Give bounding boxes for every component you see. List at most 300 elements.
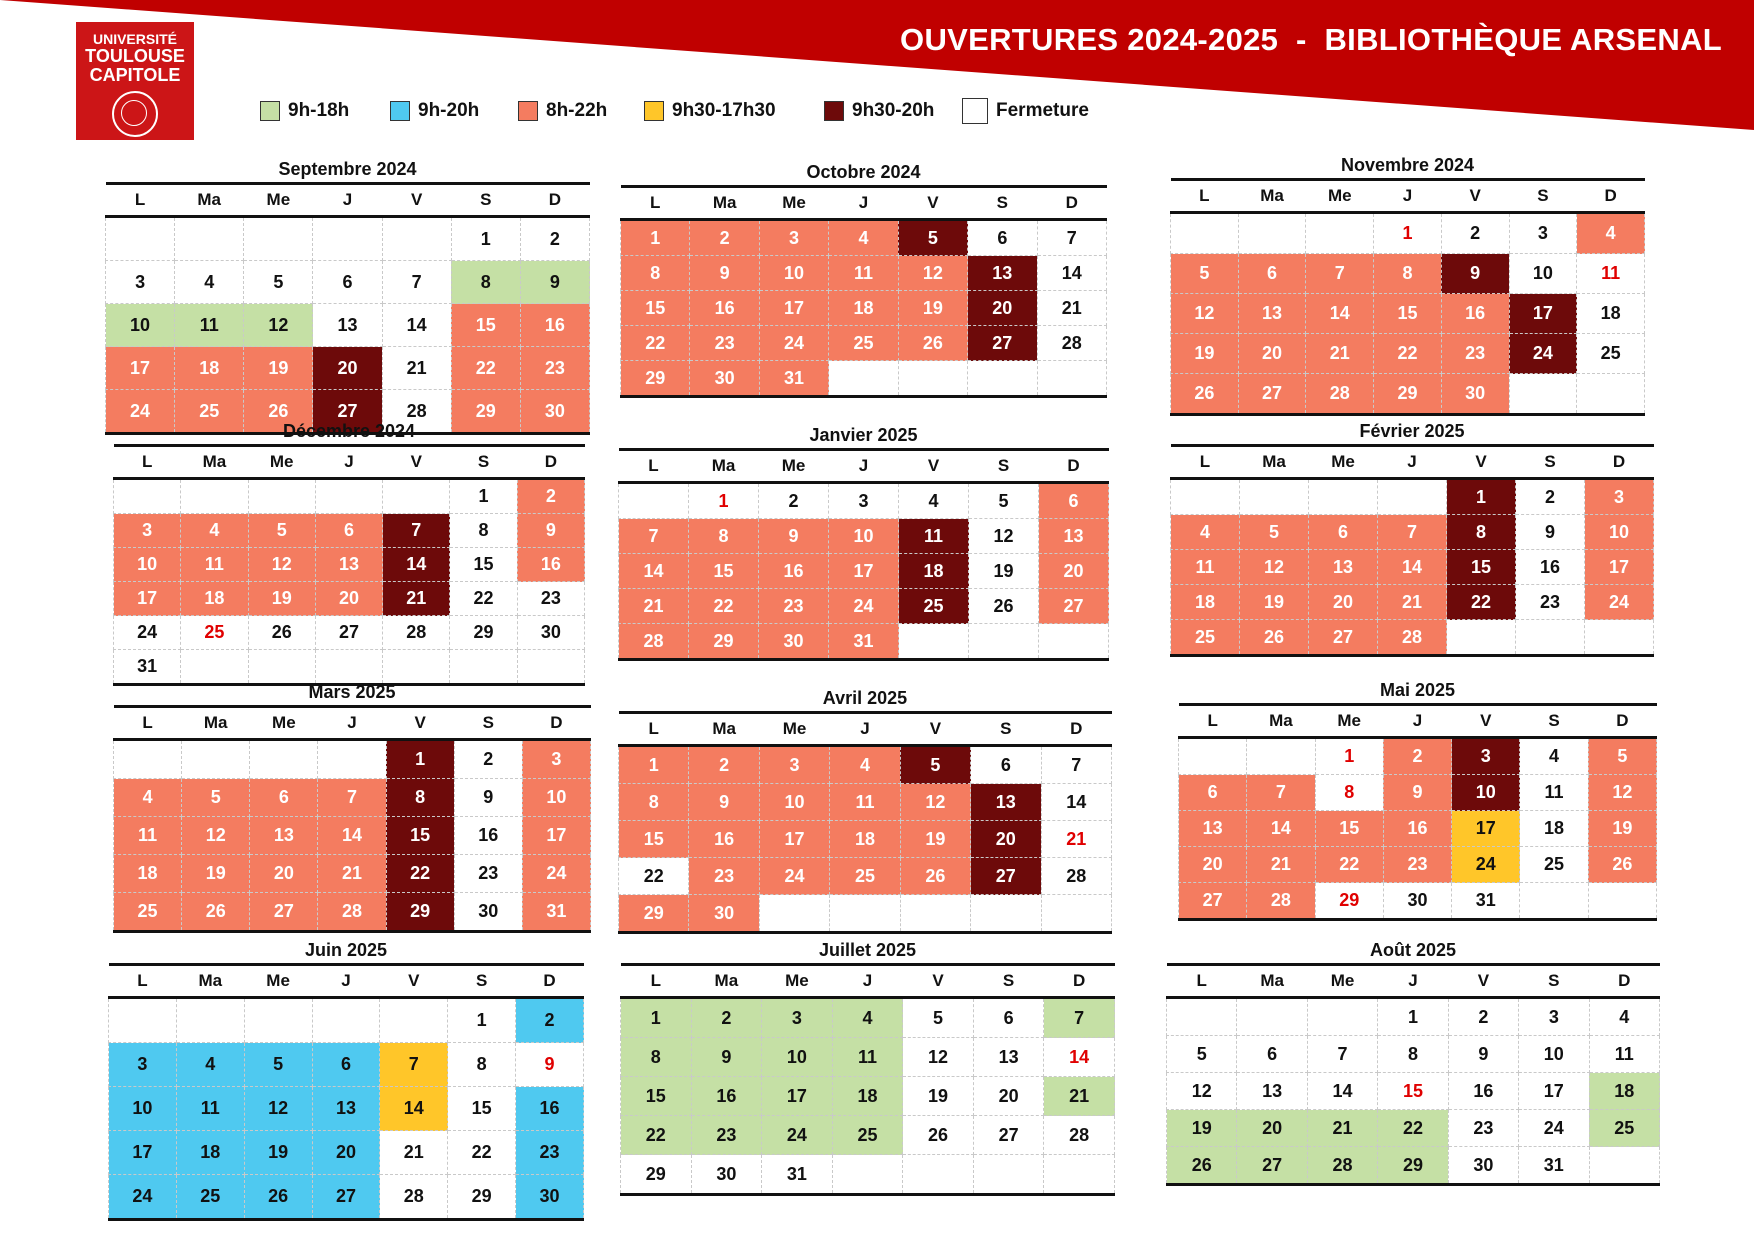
month-title: Août 2025 <box>1369 940 1457 960</box>
day-cell: 20 <box>313 347 382 390</box>
day-cell: 16 <box>1383 811 1451 847</box>
week-row <box>1167 1036 1660 1073</box>
week-row <box>619 821 1112 858</box>
day-cell: 31 <box>829 624 899 660</box>
day-cell: 15 <box>1447 550 1516 585</box>
week-row <box>106 347 590 390</box>
day-cell: 11 <box>1520 775 1588 811</box>
week-row <box>621 361 1107 397</box>
day-cell: 9 <box>520 261 589 304</box>
day-cell: 4 <box>832 998 903 1038</box>
empty-cell <box>969 624 1039 660</box>
week-row <box>619 554 1109 589</box>
week-row <box>1171 620 1654 656</box>
day-cell: 4 <box>181 514 248 548</box>
day-cell: 7 <box>619 519 689 554</box>
weekday-header: J <box>829 187 898 220</box>
day-cell: 4 <box>1520 738 1588 775</box>
week-row <box>1171 550 1654 585</box>
day-cell: 28 <box>1307 1147 1377 1185</box>
day-cell: 25 <box>175 390 244 434</box>
day-cell: 7 <box>1041 746 1111 784</box>
day-cell: 28 <box>380 1175 448 1220</box>
day-cell: 29 <box>1378 1147 1448 1185</box>
day-cell: 10 <box>829 519 899 554</box>
day-cell: 2 <box>759 483 829 519</box>
legend-item-b <box>390 98 479 124</box>
legend-swatch <box>390 101 410 121</box>
weekday-header: J <box>1374 180 1442 213</box>
day-cell: 11 <box>1577 254 1645 294</box>
day-cell: 8 <box>1374 254 1442 294</box>
day-cell: 1 <box>386 740 454 779</box>
day-cell: 13 <box>250 817 318 855</box>
day-cell: 15 <box>448 1087 516 1131</box>
month-title: Décembre 2024 <box>282 421 416 441</box>
day-cell: 19 <box>244 347 313 390</box>
month-title: Janvier 2025 <box>809 425 918 445</box>
empty-cell <box>829 361 898 397</box>
weekday-header: J <box>1378 965 1448 998</box>
day-cell: 28 <box>1041 858 1111 895</box>
weekday-header: Ma <box>175 184 244 217</box>
day-cell: 14 <box>1307 1073 1377 1110</box>
weekday-header: L <box>621 187 690 220</box>
logo-line-3: CAPITOLE <box>89 65 181 85</box>
day-cell: 19 <box>1167 1110 1237 1147</box>
week-row <box>1179 883 1657 920</box>
empty-cell <box>1520 883 1588 920</box>
day-cell: 7 <box>1247 775 1315 811</box>
day-cell: 19 <box>903 1077 974 1116</box>
week-row <box>109 1175 584 1220</box>
week-row <box>109 998 584 1043</box>
day-cell: 26 <box>244 390 313 434</box>
day-cell: 17 <box>759 821 829 858</box>
day-cell: 25 <box>829 326 898 361</box>
day-cell: 6 <box>313 261 382 304</box>
weekday-header: L <box>1171 446 1240 479</box>
day-cell: 20 <box>315 582 382 616</box>
month-table <box>1166 963 1660 1186</box>
day-cell: 6 <box>971 746 1041 784</box>
day-cell: 25 <box>1577 334 1645 374</box>
empty-cell <box>1588 883 1656 920</box>
week-row <box>619 784 1112 821</box>
day-cell: 19 <box>1240 585 1309 620</box>
empty-cell <box>318 740 386 779</box>
day-cell: 19 <box>898 291 967 326</box>
week-row <box>1171 515 1654 550</box>
day-cell: 2 <box>691 998 762 1038</box>
week-row <box>114 582 585 616</box>
day-cell: 16 <box>1516 550 1585 585</box>
day-cell: 25 <box>1171 620 1240 656</box>
day-cell: 27 <box>250 893 318 932</box>
empty-cell <box>175 217 244 261</box>
day-cell: 26 <box>1588 847 1656 883</box>
weekday-header: J <box>315 446 382 479</box>
month-calendar <box>1166 937 1660 1183</box>
weekday-header: J <box>1383 705 1451 738</box>
day-cell: 4 <box>830 746 900 784</box>
day-cell: 28 <box>1306 374 1374 415</box>
weekday-header: J <box>318 707 386 740</box>
day-cell: 5 <box>244 1043 312 1087</box>
day-cell: 4 <box>1171 515 1240 550</box>
month-title: Novembre 2024 <box>1340 155 1475 175</box>
day-cell: 24 <box>522 855 590 893</box>
day-cell: 8 <box>1378 1036 1448 1073</box>
month-calendar <box>620 159 1107 394</box>
day-cell: 30 <box>516 1175 584 1220</box>
legend-swatch <box>962 98 988 124</box>
day-cell: 16 <box>517 548 584 582</box>
weekday-header: Ma <box>689 450 759 483</box>
day-cell: 5 <box>898 220 967 256</box>
day-cell: 12 <box>1588 775 1656 811</box>
day-cell: 17 <box>106 347 175 390</box>
day-cell: 7 <box>318 779 386 817</box>
day-cell: 18 <box>1577 294 1645 334</box>
day-cell: 12 <box>1240 550 1309 585</box>
day-cell: 1 <box>451 217 520 261</box>
week-row <box>1171 479 1654 515</box>
weekday-header: D <box>1037 187 1106 220</box>
weekday-header: V <box>1448 965 1518 998</box>
day-cell: 31 <box>759 361 828 397</box>
empty-cell <box>380 998 448 1043</box>
weekday-header: L <box>621 965 692 998</box>
weekday-header: S <box>451 184 520 217</box>
day-cell: 14 <box>1306 294 1374 334</box>
day-cell: 2 <box>1383 738 1451 775</box>
day-cell: 31 <box>762 1155 833 1195</box>
day-cell: 3 <box>109 1043 177 1087</box>
day-cell: 4 <box>1577 213 1645 254</box>
logo-line-1: UNIVERSITÉ <box>92 31 177 47</box>
day-cell: 24 <box>759 858 829 895</box>
empty-cell <box>1509 374 1577 415</box>
week-row <box>621 291 1107 326</box>
empty-cell <box>1167 998 1237 1036</box>
day-cell: 27 <box>312 1175 380 1220</box>
day-cell: 12 <box>244 1087 312 1131</box>
empty-cell <box>971 895 1041 933</box>
month-table <box>1178 703 1657 921</box>
day-cell: 22 <box>689 589 759 624</box>
weekday-header: L <box>619 713 689 746</box>
day-cell: 12 <box>1171 294 1239 334</box>
day-cell: 30 <box>691 1155 762 1195</box>
day-cell: 15 <box>1378 1073 1448 1110</box>
day-cell: 27 <box>968 326 1037 361</box>
day-cell: 27 <box>971 858 1041 895</box>
month-table <box>620 963 1115 1196</box>
legend-item-f <box>962 98 1089 124</box>
weekday-header: J <box>829 450 899 483</box>
month-table <box>1170 178 1645 416</box>
empty-cell <box>903 1155 974 1195</box>
day-cell: 1 <box>619 746 689 784</box>
day-cell: 23 <box>690 326 759 361</box>
weekday-header: Me <box>759 450 829 483</box>
day-cell: 22 <box>1447 585 1516 620</box>
day-cell: 24 <box>762 1116 833 1155</box>
day-cell: 12 <box>248 548 315 582</box>
legend-label: 8h-22h <box>546 100 608 121</box>
day-cell: 16 <box>690 291 759 326</box>
day-cell: 21 <box>1247 847 1315 883</box>
day-cell: 28 <box>1247 883 1315 920</box>
week-row <box>114 479 585 514</box>
day-cell: 1 <box>1447 479 1516 515</box>
weekday-header: L <box>1167 965 1237 998</box>
day-cell: 5 <box>903 998 974 1038</box>
day-cell: 8 <box>450 514 517 548</box>
weekday-header: L <box>114 707 182 740</box>
day-cell: 6 <box>1237 1036 1307 1073</box>
day-cell: 9 <box>516 1043 584 1087</box>
day-cell: 21 <box>1306 334 1374 374</box>
week-row <box>621 1155 1115 1195</box>
month-title: Avril 2025 <box>822 688 908 708</box>
day-cell: 5 <box>900 746 970 784</box>
day-cell: 11 <box>1589 1036 1659 1073</box>
empty-cell <box>1044 1155 1115 1195</box>
weekday-header: Me <box>244 965 312 998</box>
day-cell: 21 <box>1037 291 1106 326</box>
day-cell: 9 <box>1516 515 1585 550</box>
day-cell: 4 <box>175 261 244 304</box>
legend-label: 9h30-20h <box>852 100 935 121</box>
week-row <box>621 256 1107 291</box>
day-cell: 26 <box>1167 1147 1237 1185</box>
day-cell: 25 <box>899 589 969 624</box>
week-row <box>1171 374 1645 415</box>
day-cell: 10 <box>1519 1036 1589 1073</box>
day-cell: 2 <box>690 220 759 256</box>
empty-cell <box>176 998 244 1043</box>
day-cell: 23 <box>1383 847 1451 883</box>
day-cell: 25 <box>1520 847 1588 883</box>
weekday-header: V <box>1441 180 1509 213</box>
day-cell: 3 <box>1452 738 1520 775</box>
week-row <box>621 998 1115 1038</box>
day-cell: 14 <box>1041 784 1111 821</box>
day-cell: 18 <box>830 821 900 858</box>
day-cell: 19 <box>244 1131 312 1175</box>
logo-line-2: TOULOUSE <box>85 46 185 66</box>
day-cell: 6 <box>968 220 1037 256</box>
legend-swatch <box>518 101 538 121</box>
day-cell: 8 <box>448 1043 516 1087</box>
week-row <box>1179 811 1657 847</box>
day-cell: 30 <box>759 624 829 660</box>
month-calendar <box>108 937 584 1215</box>
empty-cell <box>1516 620 1585 656</box>
month-table <box>105 182 590 435</box>
day-cell: 3 <box>759 746 829 784</box>
day-cell: 8 <box>1447 515 1516 550</box>
week-row <box>1171 213 1645 254</box>
day-cell: 30 <box>517 616 584 650</box>
day-cell: 16 <box>691 1077 762 1116</box>
weekday-header: D <box>1044 965 1115 998</box>
empty-cell <box>832 1155 903 1195</box>
day-cell: 31 <box>522 893 590 932</box>
empty-cell <box>383 479 450 514</box>
day-cell: 8 <box>621 256 690 291</box>
week-row <box>1171 254 1645 294</box>
day-cell: 13 <box>973 1038 1044 1077</box>
empty-cell <box>182 740 250 779</box>
day-cell: 2 <box>520 217 589 261</box>
day-cell: 11 <box>899 519 969 554</box>
empty-cell <box>1240 479 1309 515</box>
weekday-header: Me <box>1309 446 1378 479</box>
month-table <box>108 963 584 1221</box>
day-cell: 15 <box>1315 811 1383 847</box>
weekday-header: S <box>454 707 522 740</box>
week-row <box>621 220 1107 256</box>
day-cell: 18 <box>176 1131 244 1175</box>
week-row <box>1179 847 1657 883</box>
day-cell: 23 <box>759 589 829 624</box>
weekday-header: J <box>830 713 900 746</box>
week-row <box>1167 998 1660 1036</box>
day-cell: 28 <box>318 893 386 932</box>
day-cell: 27 <box>1237 1147 1307 1185</box>
day-cell: 4 <box>176 1043 244 1087</box>
weekday-header: Ma <box>1247 705 1315 738</box>
week-row <box>619 895 1112 933</box>
day-cell: 13 <box>313 304 382 347</box>
day-cell: 29 <box>1374 374 1442 415</box>
weekday-header: Me <box>250 707 318 740</box>
day-cell: 12 <box>969 519 1039 554</box>
day-cell: 7 <box>1037 220 1106 256</box>
week-row <box>109 1043 584 1087</box>
day-cell: 16 <box>520 304 589 347</box>
legend-swatch <box>824 101 844 121</box>
day-cell: 22 <box>1378 1110 1448 1147</box>
empty-cell <box>619 483 689 519</box>
weekday-header: L <box>109 965 177 998</box>
day-cell: 2 <box>689 746 759 784</box>
day-cell: 4 <box>899 483 969 519</box>
week-row <box>1167 1147 1660 1185</box>
weekday-header: S <box>1516 446 1585 479</box>
week-row <box>109 1131 584 1175</box>
week-row <box>619 519 1109 554</box>
day-cell: 23 <box>517 582 584 616</box>
day-cell: 22 <box>1374 334 1442 374</box>
day-cell: 17 <box>522 817 590 855</box>
day-cell: 14 <box>383 548 450 582</box>
day-cell: 8 <box>386 779 454 817</box>
day-cell: 6 <box>1179 775 1247 811</box>
day-cell: 28 <box>1037 326 1106 361</box>
day-cell: 15 <box>1374 294 1442 334</box>
weekday-header: Ma <box>181 446 248 479</box>
legend-swatch <box>644 101 664 121</box>
day-cell: 15 <box>451 304 520 347</box>
weekday-header: V <box>903 965 974 998</box>
day-cell: 21 <box>1041 821 1111 858</box>
empty-cell <box>1577 374 1645 415</box>
empty-cell <box>109 998 177 1043</box>
empty-cell <box>1041 895 1111 933</box>
day-cell: 26 <box>182 893 250 932</box>
weekday-header: V <box>383 446 450 479</box>
empty-cell <box>382 217 451 261</box>
day-cell: 2 <box>516 998 584 1043</box>
day-cell: 27 <box>1238 374 1306 415</box>
day-cell: 18 <box>829 291 898 326</box>
day-cell: 14 <box>380 1087 448 1131</box>
day-cell: 5 <box>1171 254 1239 294</box>
weekday-header: V <box>1447 446 1516 479</box>
weekday-header: J <box>1378 446 1447 479</box>
day-cell: 9 <box>1383 775 1451 811</box>
day-cell: 28 <box>383 616 450 650</box>
empty-cell <box>244 998 312 1043</box>
day-cell: 12 <box>900 784 970 821</box>
day-cell: 3 <box>114 514 181 548</box>
weekday-header: L <box>114 446 181 479</box>
day-cell: 5 <box>969 483 1039 519</box>
day-cell: 7 <box>382 261 451 304</box>
day-cell: 6 <box>250 779 318 817</box>
day-cell: 18 <box>832 1077 903 1116</box>
day-cell: 11 <box>832 1038 903 1077</box>
day-cell: 21 <box>380 1131 448 1175</box>
weekday-header: D <box>516 965 584 998</box>
empty-cell <box>898 361 967 397</box>
day-cell: 13 <box>1039 519 1109 554</box>
month-calendar <box>113 679 591 930</box>
day-cell: 7 <box>1044 998 1115 1038</box>
weekday-header: D <box>1588 705 1656 738</box>
day-cell: 30 <box>1441 374 1509 415</box>
day-cell: 20 <box>1237 1110 1307 1147</box>
day-cell: 1 <box>621 998 692 1038</box>
empty-cell <box>1238 213 1306 254</box>
day-cell: 21 <box>619 589 689 624</box>
month-calendar <box>1170 152 1645 409</box>
week-row <box>619 858 1112 895</box>
day-cell: 16 <box>454 817 522 855</box>
weekday-header: V <box>900 713 970 746</box>
day-cell: 22 <box>621 1116 692 1155</box>
day-cell: 3 <box>759 220 828 256</box>
weekday-header: S <box>968 187 1037 220</box>
day-cell: 13 <box>968 256 1037 291</box>
day-cell: 6 <box>1309 515 1378 550</box>
day-cell: 20 <box>1179 847 1247 883</box>
day-cell: 23 <box>689 858 759 895</box>
weekday-header: Ma <box>1237 965 1307 998</box>
month-calendar <box>1178 677 1657 918</box>
weekday-header: V <box>380 965 448 998</box>
month-title: Octobre 2024 <box>806 162 921 182</box>
day-cell: 13 <box>971 784 1041 821</box>
page-title: OUVERTURES 2024-2025 - BIBLIOTHÈQUE ARSENAL <box>900 22 1722 57</box>
day-cell: 6 <box>315 514 382 548</box>
day-cell: 10 <box>759 784 829 821</box>
day-cell: 30 <box>1383 883 1451 920</box>
